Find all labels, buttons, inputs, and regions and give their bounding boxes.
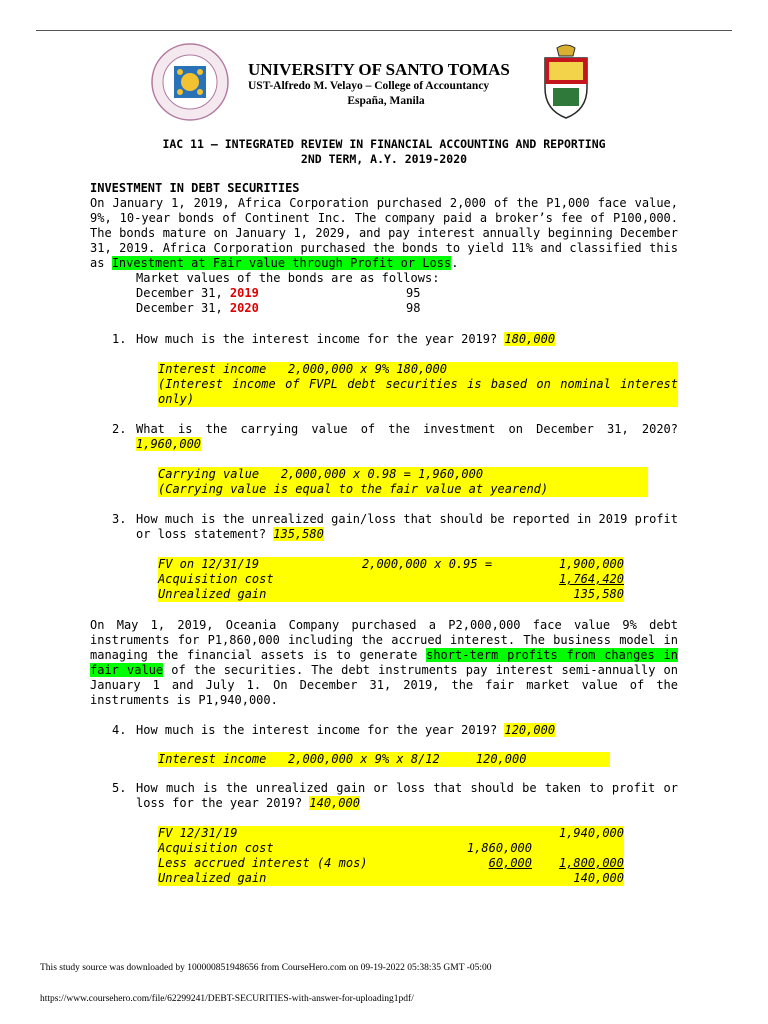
question-text: How much is the unrealized gain/loss that should be reported in 2019 profit or loss statement? bbox=[136, 512, 678, 541]
answer: 180,000 bbox=[504, 332, 556, 346]
question-1 bbox=[90, 332, 678, 347]
question-text: What is the carrying value of the investment on December 31, 2020? bbox=[136, 422, 678, 436]
problem-2-text-end: of the securities. The debt instruments pay interest semi-annually on January 1 and July 1. On December 31, 2019, the fair market value of the instruments is P1,940,000. bbox=[90, 663, 678, 707]
row-label: Unrealized gain bbox=[158, 871, 267, 885]
market-values bbox=[136, 271, 678, 316]
row-label: Acquisition cost bbox=[158, 572, 274, 586]
question-3 bbox=[90, 512, 678, 542]
row-label: Less accrued interest (4 mos) bbox=[158, 856, 368, 870]
fvpl-highlight: Investment at Fair value through Profit or Loss bbox=[111, 256, 452, 270]
row-col1: 60,000 bbox=[488, 856, 532, 870]
market-row bbox=[136, 301, 678, 316]
market-year: 2019 bbox=[229, 286, 259, 300]
row-calc bbox=[362, 572, 526, 587]
answer: 120,000 bbox=[504, 723, 556, 737]
location: España, Manila bbox=[347, 95, 425, 107]
market-intro: Market values of the bonds are as follows: bbox=[136, 271, 440, 285]
market-value: 95 bbox=[406, 286, 421, 300]
top-rule bbox=[36, 30, 732, 31]
market-row bbox=[136, 286, 678, 301]
solution-line: Interest income 2,000,000 x 9% 180,000 bbox=[158, 362, 447, 376]
ust-seal-logo bbox=[150, 42, 230, 122]
row-col1 bbox=[380, 871, 532, 886]
market-date: December 31, bbox=[136, 286, 230, 300]
question-number: 3. bbox=[112, 512, 127, 526]
solution-note: (Interest income of FVPL debt securities is based on nominal interest only) bbox=[158, 377, 678, 406]
answer: 140,000 bbox=[309, 796, 360, 810]
row-label: FV 12/31/19 bbox=[158, 826, 238, 840]
university-name: UNIVERSITY OF SANTO TOMAS bbox=[248, 60, 510, 79]
business-model-highlight: short-term profits from changes in fair value bbox=[90, 648, 679, 677]
download-notice: This study source was downloaded by 100000851948656 from CourseHero.com on 09-19-2022 05:38:35 GMT -05:00 bbox=[40, 963, 492, 973]
row-calc bbox=[362, 587, 526, 602]
question-number: 1. bbox=[112, 332, 127, 346]
question-text: How much is the interest income for the year 2019? bbox=[136, 332, 505, 346]
row-col2: 140,000 bbox=[573, 871, 624, 885]
question-2 bbox=[90, 422, 678, 452]
problem-2-paragraph bbox=[90, 618, 678, 708]
question-number: 2. bbox=[112, 422, 127, 436]
college-crest-logo bbox=[535, 44, 597, 120]
question-text: How much is the unrealized gain or loss that should be taken to profit or loss for the year 2019? bbox=[136, 781, 678, 810]
college-name: UST-Alfredo M. Velayo – College of Accountancy bbox=[248, 80, 490, 92]
row-col1: 1,860,000 bbox=[466, 841, 532, 855]
solution-3-table bbox=[158, 557, 624, 602]
solution-4 bbox=[158, 752, 610, 767]
section-heading: INVESTMENT IN DEBT SECURITIES bbox=[90, 181, 300, 195]
solution-line: Carrying value 2,000,000 x 0.98 = 1,960,000 bbox=[158, 467, 484, 481]
row-label: Acquisition cost bbox=[158, 841, 274, 855]
row-col2: 1,800,000 bbox=[558, 856, 624, 870]
solution-line: Interest income 2,000,000 x 9% x 8/12 120,000 bbox=[158, 752, 527, 766]
row-amount: 1,900,000 bbox=[558, 557, 624, 571]
row-amount: 1,764,420 bbox=[558, 572, 624, 586]
solution-5-table bbox=[158, 826, 624, 886]
market-value: 98 bbox=[406, 301, 421, 315]
solution-1 bbox=[158, 362, 678, 407]
row-col1 bbox=[380, 826, 532, 841]
row-col2 bbox=[532, 841, 624, 856]
question-5 bbox=[90, 781, 678, 811]
question-text: How much is the interest income for the year 2019? bbox=[136, 723, 505, 737]
document-body bbox=[90, 181, 678, 886]
problem-1-text: On January 1, 2019, Africa Corporation purchased 2,000 of the P1,000 face value, 9%, 10-year bonds of Continent Inc. The company paid a broker’s fee of P100,000. The bonds mature on January 1, 2029, and pay interest annually beginning December 31, 2019. Africa Corporation purchased the bonds to yield 11% and classified this as bbox=[90, 196, 678, 270]
row-col2: 1,940,000 bbox=[558, 826, 624, 840]
row-label: FV on 12/31/19 bbox=[158, 557, 260, 571]
problem-2-text: On May 1, 2019, Oceania Company purchased a P2,000,000 face value 9% debt instruments for P1,860,000 including the accrued interest. The business model in managing the financial assets is to generate bbox=[90, 618, 678, 662]
solution-3 bbox=[158, 557, 624, 602]
question-number: 4. bbox=[112, 723, 127, 737]
question-4 bbox=[90, 723, 678, 738]
solution-5 bbox=[158, 826, 624, 886]
problem-1-paragraph bbox=[90, 196, 678, 271]
row-calc: 2,000,000 x 0.95 = bbox=[362, 557, 493, 571]
solution-note: (Carrying value is equal to the fair value at yearend) bbox=[158, 482, 549, 496]
question-number: 5. bbox=[112, 781, 127, 795]
market-date: December 31, bbox=[136, 301, 230, 315]
source-url[interactable]: https://www.coursehero.com/file/62299241/DEBT-SECURITIES-with-answer-for-uploading1pdf/ bbox=[40, 994, 414, 1004]
row-amount: 135,580 bbox=[573, 587, 624, 601]
period: . bbox=[451, 256, 459, 270]
answer: 1,960,000 bbox=[136, 437, 202, 451]
document-term: 2ND TERM, A.Y. 2019-2020 bbox=[300, 152, 468, 166]
document-title: IAC 11 – INTEGRATED REVIEW IN FINANCIAL ACCOUNTING AND REPORTING bbox=[162, 137, 606, 151]
solution-2 bbox=[158, 467, 648, 497]
row-label: Unrealized gain bbox=[158, 587, 267, 601]
market-year: 2020 bbox=[229, 301, 259, 315]
answer: 135,580 bbox=[273, 527, 324, 541]
